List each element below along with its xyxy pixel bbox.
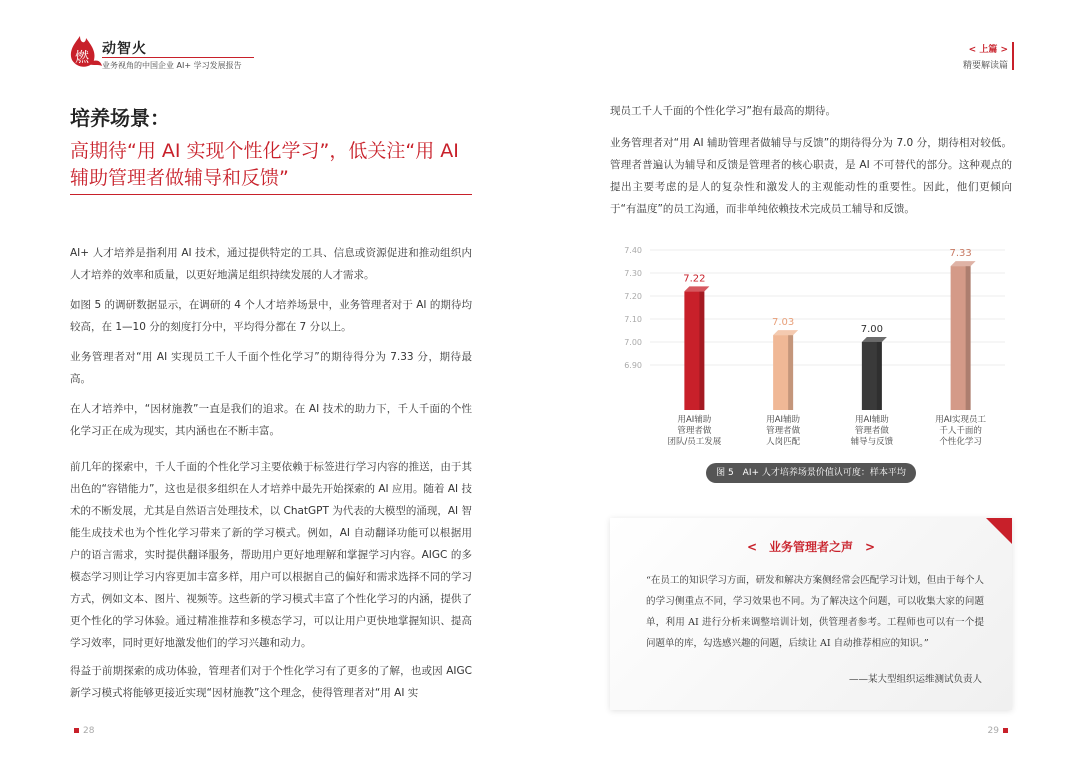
quote-box	[610, 518, 1012, 710]
paragraph: 业务管理者对“用 AI 实现员工千人千面个性化学习”的期待得分为 7.33 分，期待最高。	[70, 351, 472, 385]
page-marker-icon	[1003, 728, 1008, 733]
x-tick-label: 用AI辅助	[854, 415, 889, 425]
y-tick-label: 7.20	[624, 292, 642, 301]
figure-caption: 图 5 AI+ 人才培养场景价值认可度：样本平均	[706, 463, 916, 483]
bar-shade	[966, 266, 971, 410]
x-tick-label: 人岗匹配	[766, 437, 801, 447]
paragraph: 如图 5 的调研数据显示，在调研的 4 个人才培养场景中，业务管理者对于 AI 的期待均较高，在 1—10 分的刻度打分中，平均得分都在 7 分以上。	[70, 299, 472, 333]
section-name: 精要解读篇	[962, 61, 1008, 71]
data-label: 7.22	[683, 273, 706, 285]
bar-chart	[610, 240, 1010, 455]
paragraph: AI+ 人才培养是指利用 AI 技术，通过提供特定的工具、信息或资源促进和推动组织内人才培养的效率和质量，以更好地满足组织持续发展的人才需求。	[70, 247, 472, 281]
scene-subtitle: 高期待“用 AI 实现个性化学习”，低关注“用 AI 辅助管理者做辅导和反馈”	[70, 140, 459, 189]
x-tick-label: 用AI辅助	[677, 415, 712, 425]
page-marker-icon	[74, 728, 79, 733]
y-tick-label: 7.40	[624, 246, 642, 255]
y-tick-label: 7.30	[624, 269, 642, 278]
data-label: 7.00	[860, 324, 884, 335]
right-page	[540, 0, 1080, 770]
y-tick-label: 7.00	[624, 338, 642, 347]
page-number-text: 28	[83, 726, 95, 736]
x-tick-label: 个性化学习	[939, 437, 982, 447]
title-rule	[70, 194, 472, 195]
x-tick-label: 辅导与反馈	[850, 437, 894, 447]
x-tick-label: 管理者做	[854, 426, 889, 436]
x-tick-label: 千人千面的	[939, 426, 982, 436]
paragraph: 现员工千人千面的个性化学习”抱有最高的期待。	[610, 105, 836, 117]
section-tag: < 上篇 >	[968, 45, 1008, 55]
y-tick-label: 7.10	[624, 315, 642, 324]
paragraph: 业务管理者对“用 AI 辅助管理者做辅导与反馈”的期待得分为 7.0 分，期待相对较低。管理者普遍认为辅导和反馈是管理者的核心职责，是 AI 不可替代的部分。这种观点的提出主要考虑的是人的复杂性和激发人的主观能动性的重要性。因此，他们更倾向于“有温度”的员工沟通，而非单纯依赖技术完成员工辅导和反馈。	[610, 137, 1012, 215]
bar-cap	[951, 261, 976, 266]
x-tick-label: 管理者做	[677, 426, 712, 436]
page-number-right	[988, 726, 1012, 736]
page-number-left	[70, 726, 94, 736]
quote-source: ——某大型组织运维测试负责人	[848, 674, 982, 685]
paragraph: 得益于前期探索的成功体验，管理者们对于个性化学习有了更多的了解，也或因 AIGC 新学习模式将能够更接近实现“因材施教”这个理念，使得管理者对“用 AI 实	[70, 665, 472, 699]
report-subtitle: 业务视角的中国企业 AI+ 学习发展报告	[102, 61, 242, 70]
y-tick-label: 6.90	[624, 361, 642, 370]
section-bar	[1012, 42, 1014, 70]
header-rule	[102, 57, 254, 58]
brand-logo-icon	[66, 30, 104, 72]
paragraph: 前几年的探索中，千人千面的个性化学习主要依赖于标签进行学习内容的推送，由于其出色的“容错能力”，这也是很多组织在人才培养中最先开始探索的 AI 应用。随着 AI 技术的不断发展，尤其是自然语言处理技术，以 ChatGPT 为代表的大模型的涌现，AI 智能生成技术也为个性化学习带来了新的学习模式。例如，AI 自动翻译功能可以根据用户的语言需求，实时提供翻译服务，帮助用户更好地理解和掌握学习内容。AIGC 的多模态学习则让学习内容更加丰富多样，用户可以根据自己的偏好和需求选择不同的学习方式，例如文本、图片、视频等。这些新的学习模式丰富了个性化学习的内涵，提供了更个性化的学习体验。通过精准推荐和多模态学习，可以让用户更快地掌握知识、提高学习效率，同时更好地激发他们的学习兴趣和动力。	[70, 461, 472, 649]
quote-body: “在员工的知识学习方面，研发和解决方案侧经常会匹配学习计划，但由于每个人的学习侧重点不同，学习效果也不同。为了解决这个问题，可以收集大家的问题单，利用 AI 进行分析来调整培训计划，供管理者参考。工程师也可以有一个提问题单的库，勾选感兴趣的问题，后续让 AI 自动推荐相应的知识。”	[646, 575, 984, 649]
x-tick-label: 团队/员工发展	[667, 437, 722, 447]
logo-text: 燃	[75, 50, 89, 66]
quote-title: < 业务管理者之声 >	[746, 540, 876, 554]
data-label: 7.33	[949, 248, 972, 260]
bar-shade	[877, 342, 882, 410]
bar-cap	[862, 337, 887, 342]
scene-title: 培养场景：	[70, 106, 170, 130]
brand-name: 动智火	[102, 41, 147, 57]
bar-shade	[788, 335, 793, 410]
paragraph: 在人才培养中，“因材施教”一直是我们的追求。在 AI 技术的助力下，千人千面的个性化学习正在成为现实，其内涵也在不断丰富。	[70, 403, 472, 437]
bar-cap	[684, 286, 709, 291]
bar-cap	[773, 330, 798, 335]
data-label: 7.03	[771, 317, 795, 329]
x-tick-label: 管理者做	[766, 426, 801, 436]
x-tick-label: 用AI实现员工	[935, 415, 987, 425]
x-tick-label: 用AI辅助	[766, 415, 801, 425]
bar-shade	[699, 291, 704, 410]
page-number-text: 29	[987, 726, 999, 736]
